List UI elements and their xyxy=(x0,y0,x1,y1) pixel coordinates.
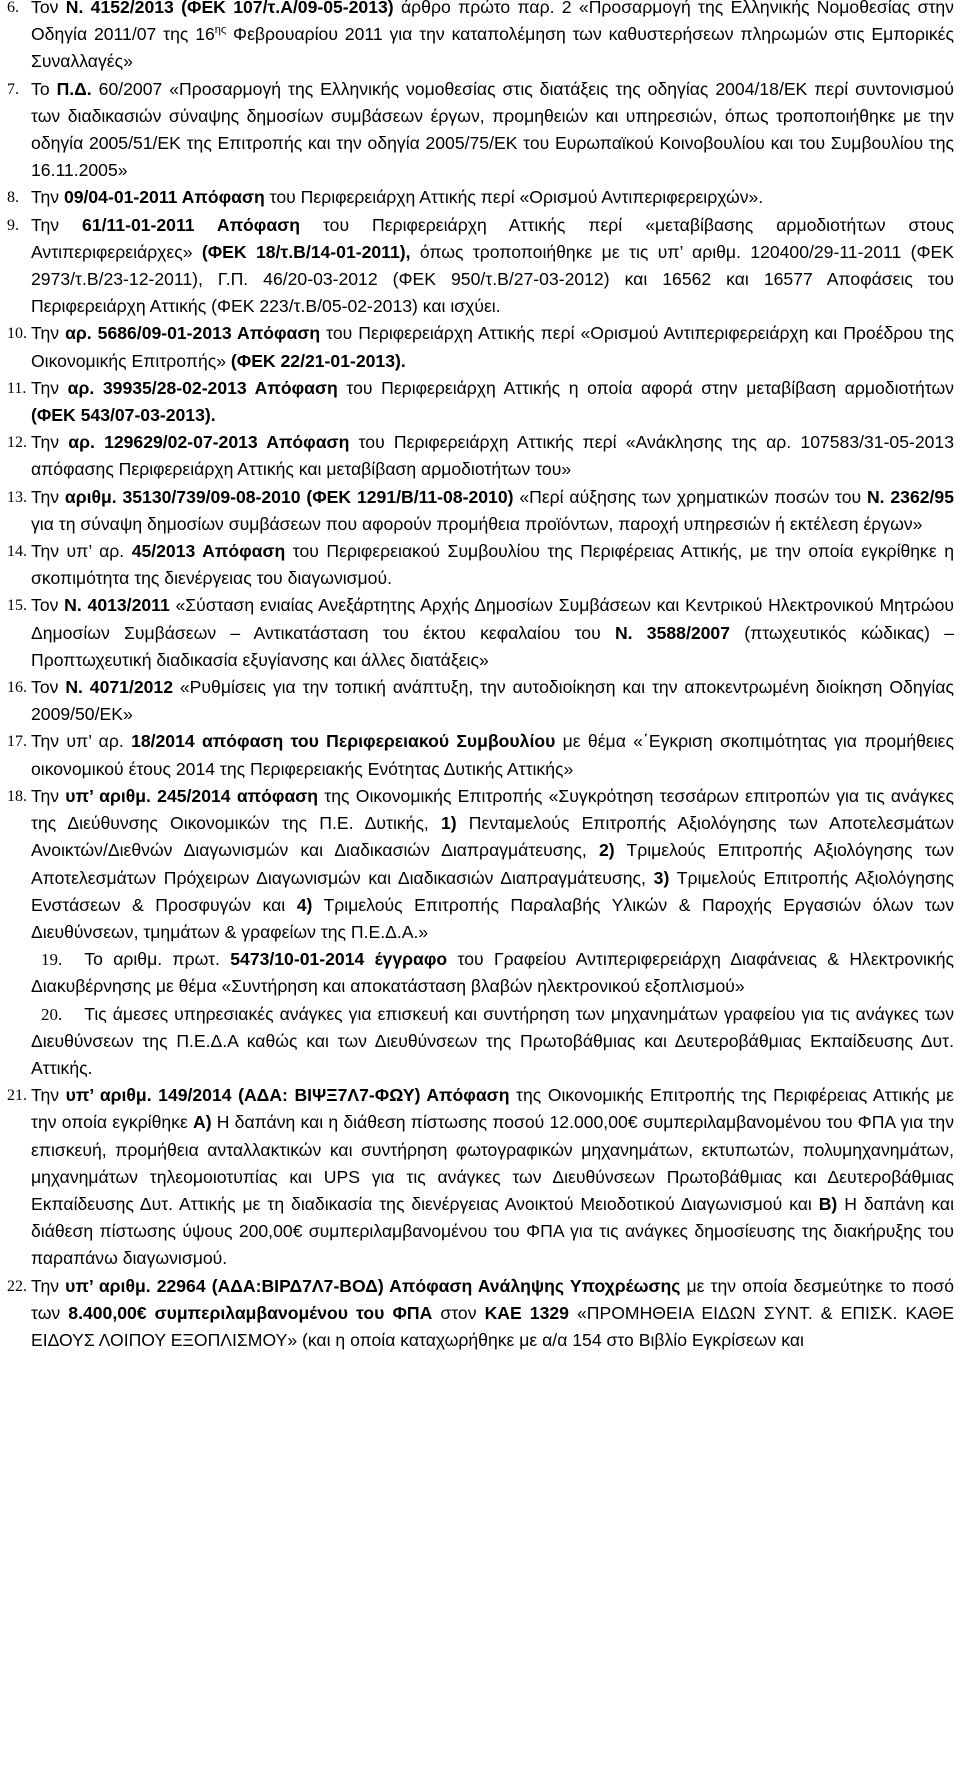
item-text: Την υπ’ αρ. xyxy=(31,731,132,752)
bold-text: (ΦΕΚ 18/τ.Β/14-01-2011), xyxy=(201,241,411,262)
item-text: Τριμελούς Επιτροπής Αξιολόγησης των Αποτελεσμάτων Πρόχειρων Διαγωνισμών και Διαδικασιών Διαπραγμάτευσης, xyxy=(31,840,954,888)
list-item xyxy=(0,429,960,483)
list-item xyxy=(0,538,960,592)
bold-text: Α) xyxy=(193,1112,212,1133)
item-number: 18. xyxy=(7,787,27,805)
bold-text: Ν. 3588/2007 xyxy=(614,622,730,643)
bold-text: 1) xyxy=(440,813,457,834)
item-text: Την xyxy=(31,785,66,806)
bold-text: ΚΑΕ 1329 xyxy=(484,1302,569,1323)
item-number: 16. xyxy=(7,679,27,697)
item-text: της Οικονομικής Επιτροπής της Περιφέρειας Αττικής με την οποία εγκρίθηκε xyxy=(31,1085,954,1133)
item-text: Την xyxy=(31,214,83,235)
bold-text: αριθμ. 35130/739/09-08-2010 (ΦΕΚ 1291/Β/11-08-2010) xyxy=(64,486,514,507)
item-number: 6. xyxy=(7,0,19,16)
bold-text: υπ’ αριθμ. 22964 (ΑΔΑ:ΒΙΡΔ7Λ7-ΒΟΔ) Απόφαση Ανάληψης Υποχρέωσης xyxy=(65,1275,681,1296)
bold-text: αρ. 39935/28-02-2013 Απόφαση xyxy=(67,377,338,398)
item-text: Τον xyxy=(31,677,66,698)
item-text: Το αριθμ. πρωτ. xyxy=(84,949,231,970)
list-item xyxy=(0,484,960,538)
bold-text: 5473/10-01-2014 έγγραφο xyxy=(230,949,448,970)
item-number: 21. xyxy=(7,1087,27,1105)
item-text: Την xyxy=(31,323,66,344)
item-text: του Περιφερειάρχη Αττικής η οποία αφορά στην μεταβίβαση αρμοδιοτήτων xyxy=(337,377,954,398)
list-item xyxy=(0,674,960,728)
item-text: Η δαπάνη και διάθεση πίστωσης ύψους 200,00€ συμπεριλαμβανομένου του ΦΠΑ για τις ανάγκες δημοσίευσης της διακήρυξης του παραπάνω διαγωνισμού. xyxy=(31,1193,954,1269)
item-number: 14. xyxy=(7,543,27,561)
bold-text: αρ. 129629/02-07-2013 Απόφαση xyxy=(68,432,350,453)
item-number: 11. xyxy=(7,379,27,397)
item-text: Την xyxy=(31,1275,66,1296)
item-text: Την xyxy=(31,486,65,507)
item-text: του Περιφερειάρχη Αττικής περί «μεταβίβασης αρμοδιοτήτων στους Αντιπεριφερειάρχες» xyxy=(31,214,954,262)
list-item xyxy=(0,1273,960,1355)
list-item xyxy=(0,212,960,321)
item-number: 13. xyxy=(7,488,27,506)
bold-text: Ν. 2362/95 xyxy=(866,486,954,507)
item-text: Την xyxy=(31,187,64,208)
bold-text: 2) xyxy=(598,840,615,861)
item-number: 7. xyxy=(7,80,19,98)
item-text: «Περί αύξησης των χρηματικών ποσών του xyxy=(513,486,867,507)
bold-text: Β) xyxy=(818,1193,838,1214)
item-text: του Περιφερειάρχη Αττικής περί «Ανάκλησης της αρ. 107583/31-05-2013 απόφασης Περιφερειάρχη Αττικής και μεταβίβαση αρμοδιοτήτων του» xyxy=(31,432,954,480)
bold-text: Ν. 4071/2012 xyxy=(65,677,173,698)
item-text: Την xyxy=(31,1085,66,1106)
bold-text: (ΦΕΚ 22/21-01-2013). xyxy=(230,350,406,371)
item-text: του Γραφείου Αντιπεριφερειάρχη Διαφάνειας & Ηλεκτρονικής Διακυβέρνησης με θέμα «Συντήρηση και αποκατάσταση βλαβών ηλεκτρονικού εξοπλισμού» xyxy=(31,949,954,997)
item-text: Τον xyxy=(31,595,65,616)
item-text: Την xyxy=(31,377,68,398)
bold-text: 61/11-01-2011 Απόφαση xyxy=(82,214,300,235)
item-text: άρθρο πρώτο παρ. 2 «Προσαρμογή της Ελληνικής Νομοθεσίας στην Οδηγία 2011/07 της 16 xyxy=(31,0,954,45)
item-number: 20. xyxy=(41,1004,63,1024)
item-number: 22. xyxy=(7,1277,27,1295)
bold-text: 45/2013 Απόφαση xyxy=(131,541,286,562)
list-item xyxy=(0,320,960,374)
item-text: Την υπ’ αρ. xyxy=(31,541,132,562)
superscript-text: ης xyxy=(214,24,227,37)
item-text: Τριμελούς Επιτροπής Αξιολόγησης Ενστάσεων & Προσφυγών και xyxy=(31,867,954,915)
list-item xyxy=(0,592,960,674)
bold-text: (ΦΕΚ 543/07-03-2013). xyxy=(31,405,216,426)
item-number: 8. xyxy=(7,189,19,207)
item-number: 19. xyxy=(41,950,63,970)
item-text: Την xyxy=(31,432,69,453)
item-text: με την οποία δεσμεύτηκε το ποσό των xyxy=(31,1275,954,1323)
item-text: στον xyxy=(432,1302,485,1323)
list-item xyxy=(0,728,960,782)
item-text: 60/2007 «Προσαρμογή της Ελληνικής νομοθεσίας στις διατάξεις της οδηγίας 2004/18/ΕΚ περί συντονισμού των διαδικασιών σύναψης δημοσίων συμβάσεων έργων, προμηθειών και υπηρεσιών, όπως τροποποιήθηκε με την οδηγία 2005/51/ΕΚ της Επιτροπής και την οδηγία 2005/75/ΕΚ του Ευρωπαϊκού Κοινοβουλίου και του Συμβουλίου της 16.11.2005» xyxy=(31,78,954,181)
bold-text: 3) xyxy=(653,867,670,888)
list-item xyxy=(0,76,960,185)
item-number: 17. xyxy=(7,733,27,751)
item-text: για τη σύναψη δημοσίων συμβάσεων που αφορούν προμήθεια προϊόντων, παροχή υπηρεσιών ή εκτέλεση έργων» xyxy=(31,513,923,534)
item-number: 10. xyxy=(7,325,27,343)
bold-text: αρ. 5686/09-01-2013 Απόφαση xyxy=(65,323,321,344)
item-text: Τριμελούς Επιτροπής Παραλαβής Υλικών & Παροχής Εργασιών όλων των Διευθύνσεων, τμημάτων & γραφείων της Π.Ε.Δ.Α.» xyxy=(31,894,954,942)
item-text: του Περιφερειάρχη Αττικής περί «Ορισμού Αντιπεριφερειάρχη και Προέδρου της Οικονομικής Επιτροπής» xyxy=(31,323,954,371)
item-number: 15. xyxy=(7,597,27,615)
item-text: Φεβρουαρίου 2011 για την καταπολέμηση των καθυστερήσεων πληρωμών στις Εμπορικές Συναλλαγές» xyxy=(31,24,954,72)
item-text: Πενταμελούς Επιτροπής Αξιολόγησης των Αποτελεσμάτων Ανοικτών/Διεθνών Διαγωνισμών και Διαδικασιών Διαπραγμάτευσης, xyxy=(31,813,954,861)
item-text: με θέμα «΄Εγκριση σκοπιμότητας για προμήθειες οικονομικού έτους 2014 της Περιφερειακής Ενότητας Δυτικής Αττικής» xyxy=(31,731,955,779)
item-text: «Ρυθμίσεις για την τοπική ανάπτυξη, την αυτοδιοίκηση και την αποκεντρωμένη διοίκηση Οδηγίας 2009/50/ΕΚ» xyxy=(31,677,954,725)
bold-text: Ν. 4152/2013 (ΦΕΚ 107/τ.Α/09-05-2013) xyxy=(65,0,394,17)
item-text: Η δαπάνη και η διάθεση πίστωσης ποσού 12.000,00€ συμπεριλαμβανομένου του ΦΠΑ για την επισκευή, προμήθεια ανταλλακτικών και συντήρηση φωτογραφικών μηχανημάτων, εκτυπωτών, πολυμηχανημάτων, μηχανημάτων τηλεομοιοτυπίας και UPS για τις ανάγκες των Διευθύνσεων Πρωτοβάθμιας και Δευτεροβάθμιας Εκπαίδευσης Δυτ. Αττικής με τη διαδικασία της διενέργειας Ανοικτού Μειοδοτικού Διαγωνισμού και xyxy=(31,1112,954,1214)
item-text: όπως τροποποιήθηκε με τις υπ’ αριθμ. 120400/29-11-2011 (ΦΕΚ 2973/τ.Β/23-12-2011), Γ.Π. 46/20-03-2012 (ΦΕΚ 950/τ.Β/27-03-2012) και 16562 και 16577 Αποφάσεις του Περιφερειάρχη Αττικής (ΦΕΚ 223/τ.Β/05-02-2013) και ισχύει. xyxy=(31,241,954,317)
item-text: Τις άμεσες υπηρεσιακές ανάγκες για επισκευή και συντήρηση των μηχανημάτων γραφείου για τις ανάγκες των Διευθύνσεων της Π.Ε.Δ.Α καθώς και των Διευθύνσεων της Πρωτοβάθμιας και Δευτεροβάθμιας Εκπαίδευσης Δυτ. Αττικής. xyxy=(31,1003,954,1078)
item-number: 12. xyxy=(7,434,27,452)
bold-text: 4) xyxy=(296,894,313,915)
bold-text: 8.400,00€ συμπεριλαμβανομένου του ΦΠΑ xyxy=(68,1302,433,1323)
list-item xyxy=(0,1001,960,1083)
item-number: 9. xyxy=(7,216,19,234)
item-text: Τον xyxy=(31,0,66,17)
bold-text: υπ’ αριθμ. 149/2014 (ΑΔΑ: ΒΙΨΞ7Λ7-ΦΩΥ) Απόφαση xyxy=(65,1085,510,1106)
bold-text: Π.Δ. xyxy=(56,78,92,99)
item-text: της Οικονομικής Επιτροπής «Συγκρότηση τεσσάρων επιτροπών για τις ανάγκες της Διεύθυνσης Οικονομικών της Π.Ε. Δυτικής, xyxy=(31,785,954,834)
item-text: Το xyxy=(31,78,57,99)
bold-text: 09/04-01-2011 Απόφαση xyxy=(63,187,265,208)
list-item xyxy=(0,946,960,1000)
list-item xyxy=(0,783,960,946)
list-item xyxy=(0,184,960,211)
bold-text: υπ’ αριθμ. 245/2014 απόφαση xyxy=(65,785,319,806)
item-text: του Περιφερειάρχη Αττικής περί «Ορισμού Αντιπεριφερειρχών». xyxy=(264,187,764,208)
list-item xyxy=(0,375,960,429)
bold-text: Ν. 4013/2011 xyxy=(64,595,170,616)
bold-text: 18/2014 απόφαση του Περιφερειακού Συμβουλίου xyxy=(131,731,556,752)
item-text: «Σύσταση ενιαίας Ανεξάρτητης Αρχής Δημοσίων Συμβάσεων και Κεντρικού Ηλεκτρονικού Μητρώου Δημοσίων Συμβάσεων – Αντικατάσταση του έκτου κεφαλαίου του xyxy=(31,595,954,643)
list-item xyxy=(0,1082,960,1272)
item-text: (πτωχευτικός κώδικας) – Προπτωχευτική διαδικασία εξυγίανσης και άλλες διατάξεις» xyxy=(31,622,954,670)
item-text: του Περιφερειακού Συμβουλίου της Περιφέρειας Αττικής, με την οποία εγκρίθηκε η σκοπιμότητα της διενέργειας του διαγωνισμού. xyxy=(31,541,954,589)
item-text: «ΠΡΟΜΗΘΕΙΑ ΕΙΔΩΝ ΣΥΝΤ. & ΕΠΙΣΚ. ΚΑΘΕ ΕΙΔΟΥΣ ΛΟΙΠΟΥ ΕΞΟΠΛΙΣΜΟΥ» (και η οποία καταχωρήθηκε με α/α 154 στο Βιβλίο Εγκρίσεων και xyxy=(31,1302,955,1350)
list-item xyxy=(0,0,960,76)
